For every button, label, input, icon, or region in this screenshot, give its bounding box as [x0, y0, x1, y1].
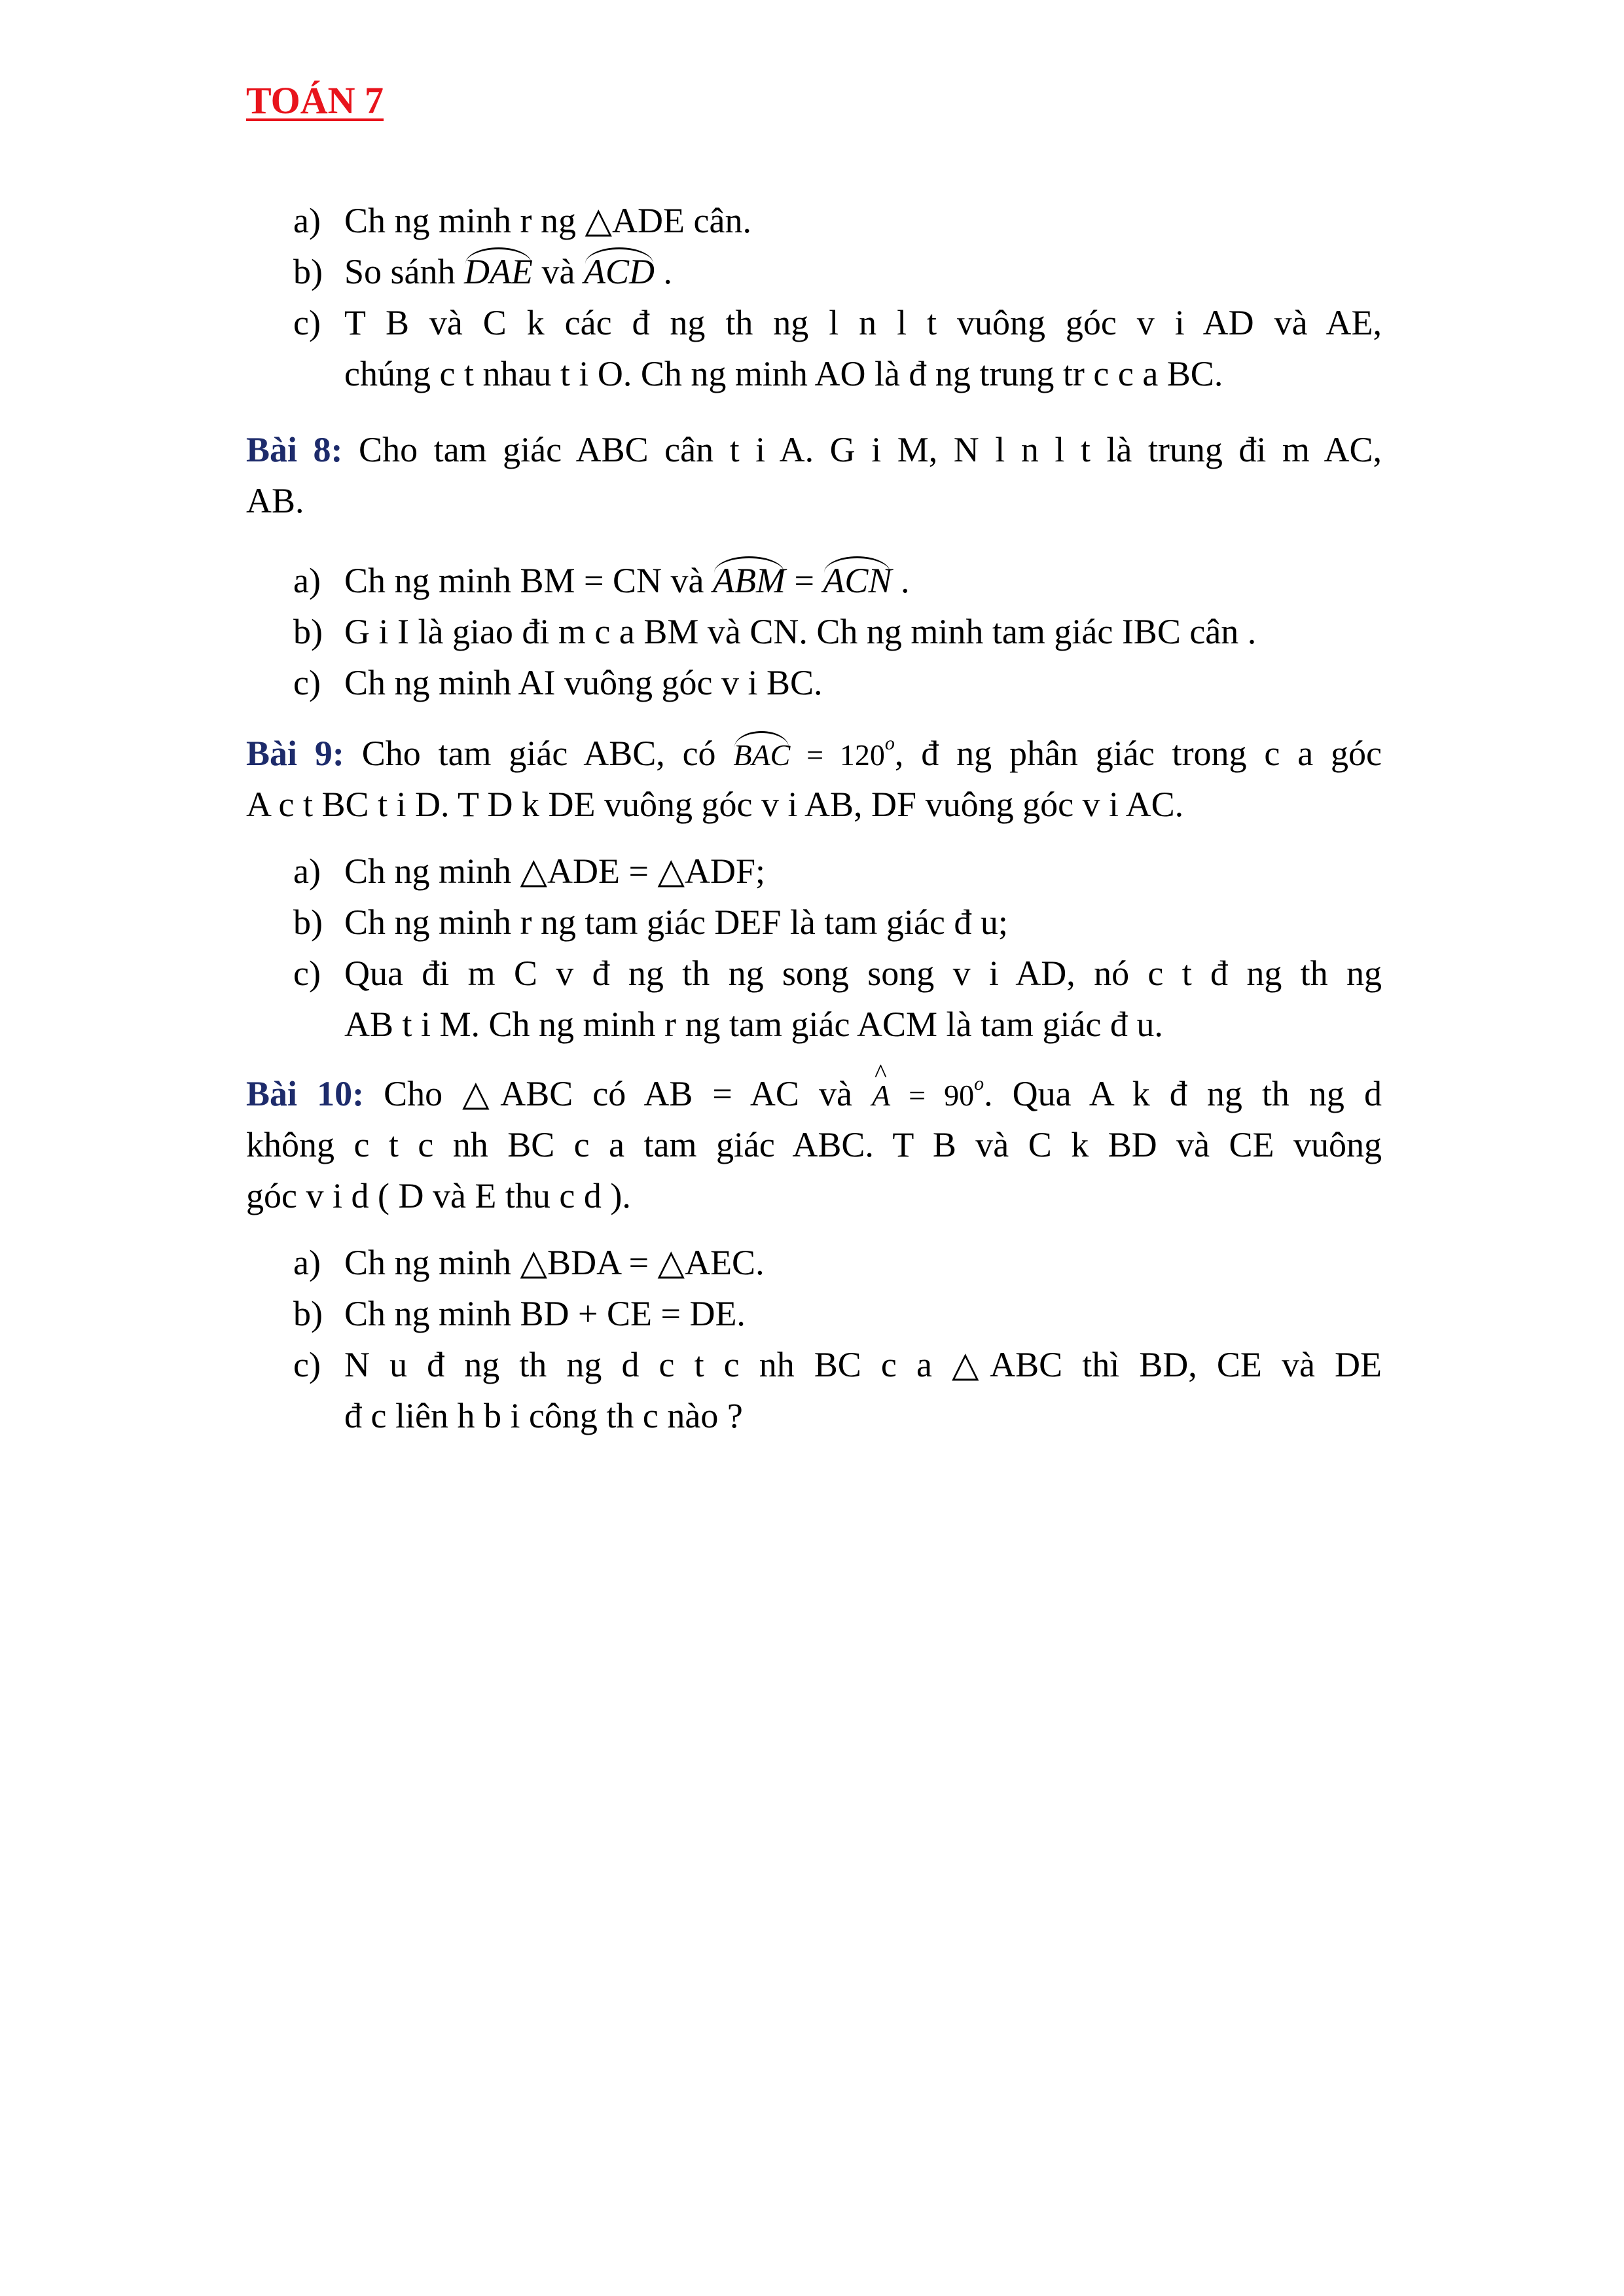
list-item: b) So sánh DAE và ACD .: [246, 246, 1382, 297]
exercise-10-items: a) Ch ng minh △BDA = △AEC. b) Ch ng minh BD + CE = DE. c) N u đ ng th ng d c t c nh BC c a △ABC thì BD, CE và DE đ c liên h b i công th c nào ?: [246, 1237, 1382, 1441]
angle-symbol: BAC: [733, 730, 790, 781]
list-item: c) N u đ ng th ng d c t c nh BC c a △ABC thì BD, CE và DE: [293, 1345, 1382, 1384]
list-item: a) Ch ng minh BM = CN và ABM = ACN .: [246, 555, 1382, 606]
list-item: a) Ch ng minh △ADE = △ADF;: [293, 852, 766, 891]
exercise-9-items: a) Ch ng minh △ADE = △ADF; b) Ch ng minh r ng tam giác DEF là tam giác đ u; c) Qua đi m C v đ ng th ng song song v i AD, nó c t đ ng th ng AB t i M. Ch ng minh r ng tam giác ACM là tam giác đ u.: [246, 846, 1382, 1050]
section-continued: a) Ch ng minh r ng △ADE cân. b) So sánh DAE và ACD . c) T B và C k các đ ng th ng l n l t vuông góc v i AD và AE, chúng c t nhau t i O. Ch ng minh AO là đ ng trung tr c c a BC.: [246, 195, 1382, 399]
list-item: c) Qua đi m C v đ ng th ng song song v i AD, nó c t đ ng th ng: [293, 954, 1382, 993]
angle-symbol: ^ A: [872, 1070, 890, 1121]
list-item: a) Ch ng minh △BDA = △AEC.: [293, 1243, 765, 1282]
exercise-9: Bài 9: Cho tam giác ABC, có BAC = $120^o$, đ ng phân giác trong c a góc A c t BC t i D. T D k DE vuông góc v i AB, DF vuông góc v i AC.: [246, 728, 1382, 830]
angle-symbol: ACD: [584, 246, 655, 297]
exercise-8-items: [246, 555, 1382, 708]
list-item: b) Ch ng minh r ng tam giác DEF là tam giác đ u;: [293, 903, 1008, 942]
exercise-heading: Bài 9:: [246, 734, 344, 773]
list-item: c) Ch ng minh AI vuông góc v i BC.: [293, 663, 823, 702]
list-item: b) G i I là giao đi m c a BM và CN. Ch ng minh tam giác IBC cân .: [293, 612, 1257, 651]
exercise-10: Bài 10: Cho △ABC có AB = AC và ^ $A = 90^o$. Qua A k đ ng th ng d không c t c nh BC c a tam giác ABC. T B và C k BD và CE vuông góc v i d ( D và E thu c d ).: [246, 1068, 1382, 1221]
exercise-8: Bài 8: Cho tam giác ABC cân t i A. G i M, N l n l t là trung đi m AC, AB.: [246, 430, 1382, 520]
list-item: b) Ch ng minh BD + CE = DE.: [293, 1294, 746, 1333]
page-title: TOÁN 7: [246, 79, 384, 122]
exercise-heading: Bài 10:: [246, 1074, 365, 1113]
angle-symbol: DAE: [464, 246, 533, 297]
angle-symbol: ACN: [823, 555, 892, 606]
list-item: c) T B và C k các đ ng th ng l n l t vuông góc v i AD và AE,: [293, 303, 1382, 342]
list-item: a) Ch ng minh r ng △ADE cân.: [293, 201, 751, 240]
exercise-heading: Bài 8:: [246, 430, 343, 469]
angle-symbol: ABM: [713, 555, 785, 606]
